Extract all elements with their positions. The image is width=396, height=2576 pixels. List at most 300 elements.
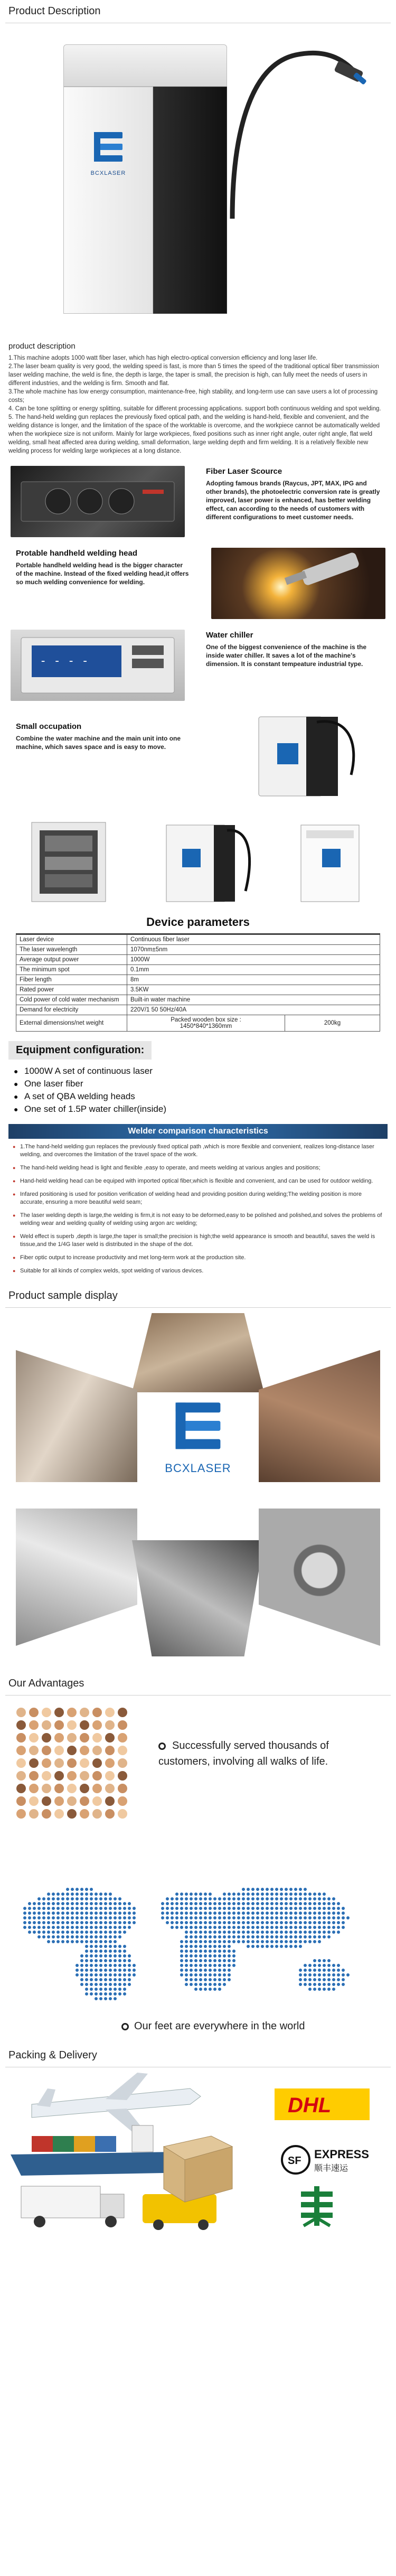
map-dot bbox=[95, 1897, 98, 1900]
map-dot bbox=[123, 1907, 126, 1910]
map-dot bbox=[232, 1931, 235, 1934]
map-dot bbox=[199, 1931, 202, 1934]
param-label: The minimum spot bbox=[16, 965, 127, 975]
map-dot bbox=[95, 1902, 98, 1905]
feature-small-occupation bbox=[0, 706, 396, 807]
map-dot bbox=[275, 1897, 278, 1900]
map-dot bbox=[56, 1931, 60, 1934]
map-dot bbox=[42, 1897, 45, 1900]
map-dot bbox=[194, 1983, 197, 1986]
map-dot bbox=[42, 1926, 45, 1929]
avatar bbox=[105, 1771, 115, 1781]
map-dot bbox=[85, 1907, 88, 1910]
map-dot bbox=[251, 1907, 254, 1910]
map-dot bbox=[285, 1888, 288, 1891]
map-dot bbox=[123, 1916, 126, 1919]
fiber-laser-photo bbox=[11, 466, 185, 537]
map-dot bbox=[199, 1921, 202, 1924]
map-dot bbox=[232, 1907, 235, 1910]
map-dot bbox=[109, 1893, 112, 1896]
param-packing bbox=[127, 1015, 285, 1032]
map-dot bbox=[304, 1912, 307, 1915]
map-dot bbox=[209, 1964, 212, 1967]
avatar bbox=[54, 1784, 64, 1793]
avatar bbox=[42, 1771, 51, 1781]
map-dot bbox=[232, 1897, 235, 1900]
map-dot bbox=[299, 1940, 302, 1943]
map-dot bbox=[304, 1969, 307, 1972]
map-dot bbox=[299, 1888, 302, 1891]
map-dot bbox=[237, 1926, 240, 1929]
avatar bbox=[92, 1720, 102, 1730]
map-dot bbox=[270, 1931, 274, 1934]
map-dot bbox=[128, 1969, 131, 1972]
map-dot bbox=[275, 1945, 278, 1948]
map-dot bbox=[218, 1907, 221, 1910]
map-dot bbox=[90, 1907, 93, 1910]
map-dot bbox=[61, 1935, 64, 1938]
map-dot bbox=[104, 1921, 107, 1924]
map-dot bbox=[114, 1997, 117, 2000]
map-dot bbox=[123, 1992, 126, 1996]
map-dot bbox=[289, 1916, 293, 1919]
map-dot bbox=[242, 1912, 245, 1915]
map-dot bbox=[37, 1897, 41, 1900]
map-dot bbox=[213, 1959, 216, 1962]
map-dot bbox=[323, 1959, 326, 1962]
list-item: ● The hand-held welding head is light and flexible ,easy to operate, and meets welding at various angles and positions; bbox=[13, 1164, 383, 1172]
section-title-product-description: Product Description bbox=[8, 5, 101, 17]
map-dot bbox=[23, 1926, 26, 1929]
map-dot bbox=[47, 1893, 50, 1896]
param-label: Rated power bbox=[16, 985, 127, 995]
map-dot bbox=[85, 1893, 88, 1896]
map-dot bbox=[289, 1945, 293, 1948]
map-dot bbox=[332, 1916, 335, 1919]
map-dot bbox=[194, 1959, 197, 1962]
map-dot bbox=[308, 1902, 312, 1905]
map-dot bbox=[228, 1897, 231, 1900]
map-dot bbox=[95, 1959, 98, 1962]
map-dot bbox=[118, 1926, 121, 1929]
map-dot bbox=[204, 1950, 207, 1953]
map-dot bbox=[209, 1940, 212, 1943]
avatar bbox=[54, 1733, 64, 1743]
map-dot bbox=[56, 1921, 60, 1924]
map-dot bbox=[228, 1973, 231, 1977]
map-dot bbox=[251, 1888, 254, 1891]
map-dot bbox=[318, 1902, 321, 1905]
map-dot bbox=[275, 1940, 278, 1943]
map-dot bbox=[199, 1969, 202, 1972]
map-dot bbox=[104, 1945, 107, 1948]
map-dot bbox=[342, 1978, 345, 1981]
map-dot bbox=[190, 1907, 193, 1910]
feature-water-chiller bbox=[0, 624, 396, 706]
map-dot bbox=[114, 1969, 117, 1972]
map-dot bbox=[213, 1964, 216, 1967]
map-dot bbox=[209, 1897, 212, 1900]
map-dot bbox=[204, 1912, 207, 1915]
map-dot bbox=[261, 1940, 264, 1943]
avatar bbox=[92, 1796, 102, 1806]
map-dot bbox=[76, 1921, 79, 1924]
map-dot bbox=[275, 1935, 278, 1938]
map-dot bbox=[304, 1931, 307, 1934]
map-dot bbox=[337, 1916, 340, 1919]
map-dot bbox=[80, 1935, 83, 1938]
map-dot bbox=[76, 1907, 79, 1910]
map-dot bbox=[185, 1935, 188, 1938]
avatar bbox=[16, 1771, 26, 1781]
map-dot bbox=[104, 1902, 107, 1905]
map-dot bbox=[52, 1893, 55, 1896]
map-dot bbox=[323, 1897, 326, 1900]
sample-photo-bottom-right bbox=[259, 1509, 380, 1646]
map-dot bbox=[76, 1888, 79, 1891]
packing-line: 1450*840*1360mm bbox=[180, 1023, 232, 1029]
map-dot bbox=[123, 1954, 126, 1957]
map-dot bbox=[123, 1983, 126, 1986]
bcx-logo-icon bbox=[90, 129, 127, 166]
map-dot bbox=[209, 1983, 212, 1986]
map-dot bbox=[194, 1950, 197, 1953]
map-dot bbox=[275, 1893, 278, 1896]
map-dot bbox=[118, 1907, 121, 1910]
chiller-display-icon bbox=[11, 630, 185, 701]
map-dot bbox=[80, 1897, 83, 1900]
map-dot bbox=[223, 1912, 226, 1915]
map-dot bbox=[85, 1888, 88, 1891]
map-dot bbox=[66, 1921, 69, 1924]
map-dot bbox=[175, 1926, 178, 1929]
map-dot bbox=[318, 1935, 321, 1938]
avatar bbox=[67, 1758, 77, 1768]
map-dot bbox=[247, 1902, 250, 1905]
map-dot bbox=[71, 1912, 74, 1915]
map-dot bbox=[327, 1912, 331, 1915]
map-dot bbox=[242, 1926, 245, 1929]
avatar bbox=[29, 1809, 39, 1819]
map-dot bbox=[323, 1964, 326, 1967]
map-dot bbox=[80, 1888, 83, 1891]
map-dot bbox=[85, 1959, 88, 1962]
map-dot bbox=[42, 1921, 45, 1924]
map-dot bbox=[213, 1897, 216, 1900]
map-dot bbox=[223, 1916, 226, 1919]
map-dot bbox=[308, 1988, 312, 1991]
map-dot bbox=[56, 1916, 60, 1919]
map-dot bbox=[218, 1916, 221, 1919]
map-dot bbox=[123, 1926, 126, 1929]
map-dot bbox=[90, 1988, 93, 1991]
avatar bbox=[80, 1708, 89, 1717]
map-dot bbox=[218, 1940, 221, 1943]
map-dot bbox=[270, 1935, 274, 1938]
map-dot bbox=[218, 1902, 221, 1905]
avatar bbox=[118, 1746, 127, 1755]
map-dot bbox=[28, 1902, 31, 1905]
map-dot bbox=[99, 1954, 102, 1957]
map-dot bbox=[180, 1916, 183, 1919]
avatar bbox=[92, 1758, 102, 1768]
map-dot bbox=[209, 1950, 212, 1953]
map-dot bbox=[256, 1888, 259, 1891]
param-value: 8m bbox=[127, 975, 380, 985]
map-dot bbox=[256, 1926, 259, 1929]
map-dot bbox=[194, 1893, 197, 1896]
map-dot bbox=[80, 1969, 83, 1972]
map-dot bbox=[247, 1897, 250, 1900]
map-dot bbox=[251, 1931, 254, 1934]
map-dot bbox=[204, 1935, 207, 1938]
map-dot bbox=[280, 1940, 283, 1943]
map-dot bbox=[308, 1893, 312, 1896]
map-dot bbox=[33, 1931, 36, 1934]
compact-machine-icon bbox=[227, 711, 364, 804]
map-dot bbox=[323, 1916, 326, 1919]
map-dot bbox=[242, 1935, 245, 1938]
map-dot bbox=[308, 1964, 312, 1967]
map-dot bbox=[313, 1978, 316, 1981]
map-dot bbox=[323, 1978, 326, 1981]
feature-title: Small occupation bbox=[16, 722, 82, 731]
map-dot bbox=[123, 1964, 126, 1967]
map-dot bbox=[318, 1940, 321, 1943]
map-dot bbox=[304, 1902, 307, 1905]
airplane-icon bbox=[32, 2073, 201, 2136]
map-dot bbox=[37, 1916, 41, 1919]
map-dot bbox=[104, 1897, 107, 1900]
avatar bbox=[67, 1809, 77, 1819]
list-item: ● Fiber optic output to increase productivity and met long-term work at the production site. bbox=[13, 1254, 383, 1262]
map-dot bbox=[52, 1912, 55, 1915]
map-dot bbox=[332, 1897, 335, 1900]
map-dot bbox=[232, 1964, 235, 1967]
map-dot bbox=[318, 1926, 321, 1929]
map-dot bbox=[251, 1921, 254, 1924]
map-dot bbox=[180, 1945, 183, 1948]
map-dot bbox=[85, 1902, 88, 1905]
bcx-logo-icon bbox=[169, 1398, 227, 1456]
map-dot bbox=[199, 1973, 202, 1977]
map-dot bbox=[128, 1973, 131, 1977]
map-dot bbox=[99, 1921, 102, 1924]
map-dot bbox=[166, 1921, 169, 1924]
map-dot bbox=[280, 1916, 283, 1919]
map-dot bbox=[327, 1902, 331, 1905]
map-dot bbox=[209, 1931, 212, 1934]
map-dot bbox=[237, 1916, 240, 1919]
map-dot bbox=[209, 1921, 212, 1924]
map-dot bbox=[190, 1902, 193, 1905]
map-dot bbox=[266, 1893, 269, 1896]
map-dot bbox=[23, 1907, 26, 1910]
map-dot bbox=[80, 1983, 83, 1986]
map-dot bbox=[299, 1973, 302, 1977]
map-dot bbox=[109, 1940, 112, 1943]
map-dot bbox=[109, 1916, 112, 1919]
packing-line: Packed wooden box size : bbox=[171, 1017, 241, 1023]
map-dot bbox=[323, 1926, 326, 1929]
map-dot bbox=[313, 1973, 316, 1977]
map-dot bbox=[190, 1921, 193, 1924]
map-dot bbox=[109, 1978, 112, 1981]
map-dot bbox=[318, 1931, 321, 1934]
bullet-ring-icon bbox=[121, 2023, 129, 2030]
map-dot bbox=[194, 1954, 197, 1957]
map-dot bbox=[180, 1926, 183, 1929]
param-value: Continuous fiber laser bbox=[127, 935, 380, 945]
map-dot bbox=[228, 1959, 231, 1962]
avatar bbox=[80, 1809, 89, 1819]
map-dot bbox=[299, 1902, 302, 1905]
map-dot bbox=[266, 1931, 269, 1934]
map-dot bbox=[247, 1912, 250, 1915]
map-dot bbox=[270, 1912, 274, 1915]
map-dot bbox=[270, 1945, 274, 1948]
map-dot bbox=[180, 1940, 183, 1943]
map-dot bbox=[123, 1969, 126, 1972]
map-dot bbox=[194, 1940, 197, 1943]
map-dot bbox=[33, 1916, 36, 1919]
map-dot bbox=[180, 1921, 183, 1924]
map-dot bbox=[175, 1916, 178, 1919]
map-dot bbox=[109, 1912, 112, 1915]
map-dot bbox=[247, 1931, 250, 1934]
list-item: ● Suitable for all kinds of complex welds, spot welding of various devices. bbox=[13, 1267, 383, 1275]
map-dot bbox=[37, 1907, 41, 1910]
map-dot bbox=[280, 1907, 283, 1910]
avatar bbox=[29, 1784, 39, 1793]
avatar bbox=[54, 1746, 64, 1755]
packing-delivery-block bbox=[0, 2067, 396, 2242]
map-dot bbox=[123, 1973, 126, 1977]
avatar bbox=[29, 1733, 39, 1743]
avatar bbox=[67, 1746, 77, 1755]
map-dot bbox=[327, 1935, 331, 1938]
map-dot bbox=[342, 1973, 345, 1977]
map-dot bbox=[194, 1988, 197, 1991]
map-dot bbox=[37, 1921, 41, 1924]
map-dot bbox=[95, 1907, 98, 1910]
sf-express-logo-icon bbox=[282, 2146, 369, 2174]
map-dot bbox=[228, 1964, 231, 1967]
feature-title: Protable handheld welding head bbox=[16, 549, 138, 558]
map-dot bbox=[85, 1940, 88, 1943]
map-dot bbox=[104, 1893, 107, 1896]
map-dot bbox=[114, 1950, 117, 1953]
map-dot bbox=[218, 1964, 221, 1967]
map-dot bbox=[180, 1907, 183, 1910]
feature-description: Adopting famous brands (Raycus, JPT, MAX, IPG and other brands), the photoelectric conversion rate is greatly improved, laser power is enhanced, has better welding effect, can according to the needs of customers with different configurations to meet customer needs. bbox=[206, 480, 380, 521]
param-label: Average output power bbox=[16, 955, 127, 965]
map-dot bbox=[299, 1926, 302, 1929]
map-dot bbox=[128, 1964, 131, 1967]
map-dot bbox=[33, 1907, 36, 1910]
map-dot bbox=[299, 1983, 302, 1986]
world-map-icon bbox=[0, 1870, 396, 2018]
map-dot bbox=[313, 1926, 316, 1929]
map-dot bbox=[251, 1912, 254, 1915]
map-dot bbox=[71, 1907, 74, 1910]
map-dot bbox=[128, 1983, 131, 1986]
map-dot bbox=[223, 1978, 226, 1981]
truck-icon bbox=[21, 2186, 124, 2227]
map-dot bbox=[42, 1916, 45, 1919]
map-dot bbox=[266, 1916, 269, 1919]
map-dot bbox=[28, 1916, 31, 1919]
map-dot bbox=[204, 1964, 207, 1967]
map-dot bbox=[313, 1921, 316, 1924]
map-dot bbox=[294, 1940, 297, 1943]
map-dot bbox=[171, 1907, 174, 1910]
map-dot bbox=[118, 1945, 121, 1948]
map-dot bbox=[61, 1893, 64, 1896]
map-dot bbox=[90, 1954, 93, 1957]
map-dot bbox=[95, 1978, 98, 1981]
map-dot bbox=[95, 1945, 98, 1948]
map-dot bbox=[80, 1954, 83, 1957]
map-dot bbox=[228, 1926, 231, 1929]
map-dot bbox=[327, 1964, 331, 1967]
map-dot bbox=[247, 1945, 250, 1948]
map-dot bbox=[232, 1921, 235, 1924]
map-dot bbox=[52, 1907, 55, 1910]
map-dot bbox=[118, 1964, 121, 1967]
map-dot bbox=[71, 1926, 74, 1929]
map-dot bbox=[251, 1902, 254, 1905]
map-dot bbox=[204, 1959, 207, 1962]
sample-display-collage bbox=[0, 1308, 396, 1672]
wooden-crate-icon bbox=[164, 2136, 232, 2202]
map-dot bbox=[128, 1959, 131, 1962]
map-dot bbox=[194, 1935, 197, 1938]
map-dot bbox=[318, 1916, 321, 1919]
section-title-packing: Packing & Delivery bbox=[8, 2049, 97, 2061]
map-dot bbox=[323, 1935, 326, 1938]
map-dot bbox=[232, 1940, 235, 1943]
map-dot bbox=[304, 1897, 307, 1900]
map-dot bbox=[90, 1945, 93, 1948]
map-dot bbox=[194, 1907, 197, 1910]
map-dot bbox=[76, 1926, 79, 1929]
map-dot bbox=[285, 1926, 288, 1929]
map-dot bbox=[251, 1897, 254, 1900]
map-dot bbox=[90, 1950, 93, 1953]
machine-photo-side bbox=[140, 817, 256, 904]
map-dot bbox=[190, 1954, 193, 1957]
map-dot bbox=[104, 1988, 107, 1991]
map-dot bbox=[194, 1978, 197, 1981]
map-dot bbox=[218, 1973, 221, 1977]
map-dot bbox=[42, 1907, 45, 1910]
map-dot bbox=[223, 1902, 226, 1905]
avatar bbox=[67, 1708, 77, 1717]
map-dot bbox=[118, 1931, 121, 1934]
map-dot bbox=[289, 1888, 293, 1891]
map-dot bbox=[199, 1897, 202, 1900]
map-dot bbox=[28, 1907, 31, 1910]
map-dot bbox=[118, 1973, 121, 1977]
map-dot bbox=[337, 1969, 340, 1972]
map-dot bbox=[114, 1902, 117, 1905]
param-label: The laser wavelength bbox=[16, 945, 127, 955]
map-dot bbox=[308, 1978, 312, 1981]
map-dot bbox=[123, 1959, 126, 1962]
map-dot bbox=[180, 1897, 183, 1900]
list-item: ● The laser welding depth is large,the welding is firm,it is not easy to be deformed,easy to be polished and polished,and solves the problems of welding wear and welding quality of welding using argon arc welding; bbox=[13, 1212, 383, 1228]
